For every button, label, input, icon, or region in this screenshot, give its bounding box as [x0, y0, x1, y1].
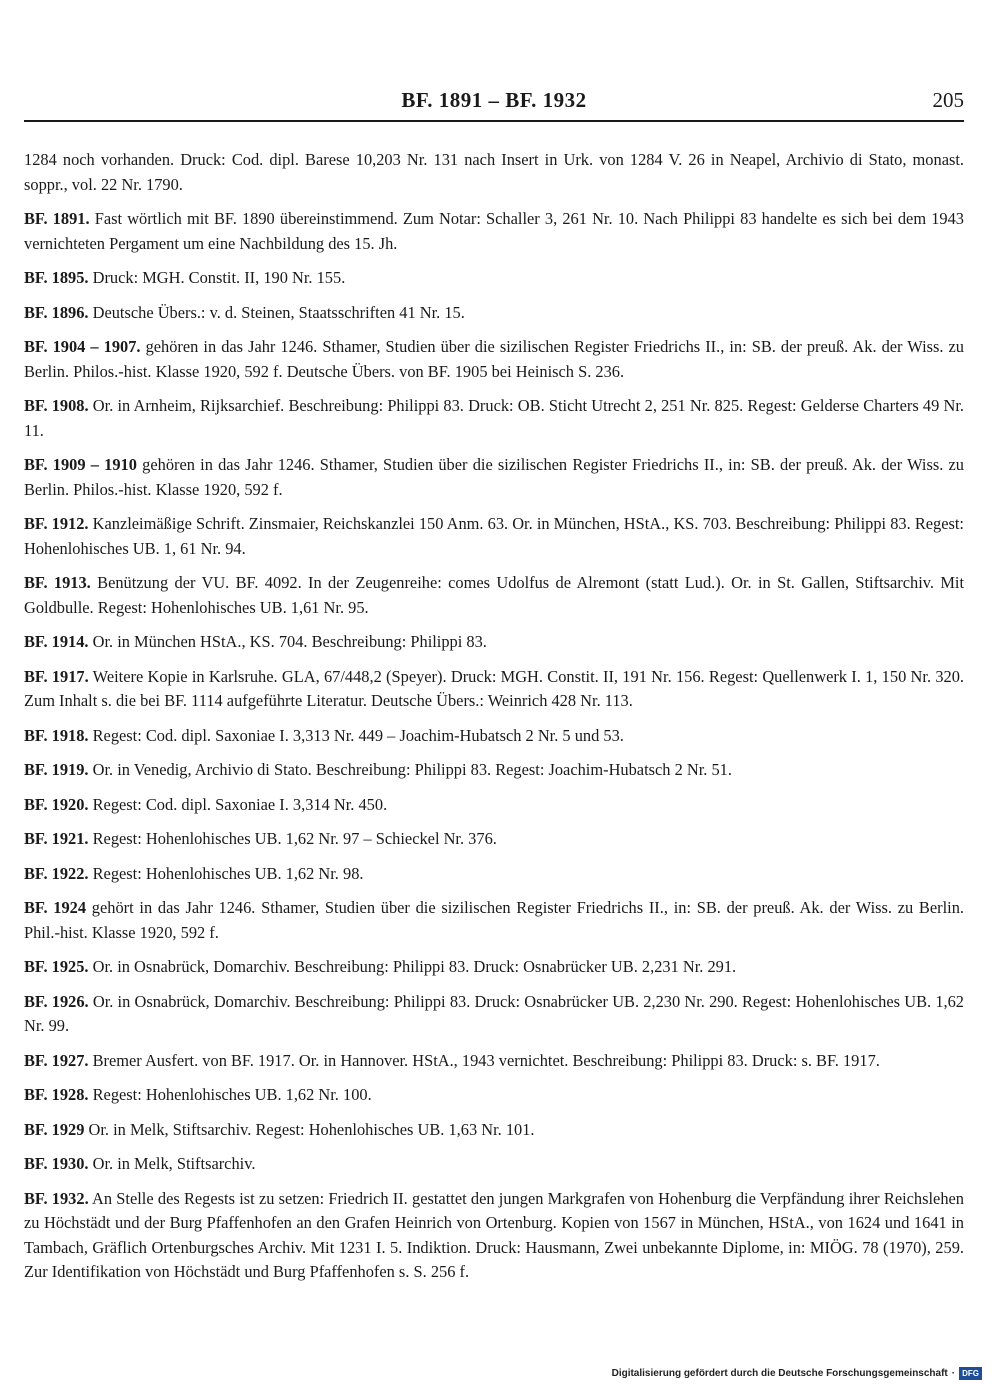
dfg-logo-icon: DFG [959, 1367, 982, 1380]
entry-reference: BF. 1929 [24, 1119, 85, 1139]
entry-paragraph [24, 266, 964, 291]
entry-text: Kanzleimäßige Schrift. Zinsmaier, Reichskanzlei 150 Anm. 63. Or. in München, HStA., KS. 703. Beschreibung: Philippi 83. Regest: Hohenlohisches UB. 1, 61 Nr. 94. [24, 514, 964, 558]
entry-text: Or. in Osnabrück, Domarchiv. Beschreibung: Philippi 83. Druck: Osnabrücker UB. 2,230 Nr. 290. Regest: Hohenlohisches UB. 1,62 Nr. 99. [24, 991, 965, 1035]
footer-separator: · [951, 1367, 956, 1379]
entry-reference: BF. 1928. [24, 1085, 89, 1104]
entry-reference: BF. 1904 – 1907. [24, 337, 141, 356]
entry-text: Or. in Venedig, Archivio di Stato. Beschreibung: Philippi 83. Regest: Joachim-Hubatsch 2 Nr. 51. [88, 760, 732, 779]
entry-paragraph [24, 862, 964, 887]
entry-paragraph [24, 827, 964, 852]
entry-paragraph [24, 665, 964, 714]
entry-reference: BF. 1926. [24, 991, 89, 1011]
entry-text: Or. in Melk, Stiftsarchiv. [88, 1154, 256, 1173]
entry-reference: BF. 1924 [24, 898, 87, 917]
entry-paragraph [24, 758, 964, 783]
entry-text: Druck: MGH. Constit. II, 190 Nr. 155. [88, 268, 346, 287]
entry-paragraph [24, 990, 964, 1039]
running-title: BF. 1891 – BF. 1932 [401, 88, 587, 112]
entry-paragraph [24, 1049, 964, 1074]
entry-text: Bremer Ausfert. von BF. 1917. Or. in Hannover. HStA., 1943 vernichtet. Beschreibung: Philippi 83. Druck: s. BF. 1917. [88, 1050, 880, 1070]
entry-paragraph [24, 630, 964, 655]
footer-text: Digitalisierung gefördert durch die Deutsche Forschungsgemeinschaft [611, 1367, 948, 1379]
entry-text: Regest: Hohenlohisches UB. 1,62 Nr. 97 – Schieckel Nr. 376. [88, 829, 497, 848]
entry-reference: BF. 1922. [24, 863, 89, 883]
entry-paragraph [24, 955, 964, 980]
entry-text: gehören in das Jahr 1246. Sthamer, Studien über die sizilischen Register Friedrichs II., in: SB. der preuß. Ak. der Wiss. zu Berlin. Philos.-hist. Klasse 1920, 592 f. Deutsche Übers. von BF. 1905 bei Heinisch S. 236. [24, 337, 964, 381]
entry-text: Regest: Cod. dipl. Saxoniae I. 3,313 Nr. 449 – Joachim-Hubatsch 2 Nr. 5 und 53. [88, 725, 624, 745]
entry-list [24, 148, 964, 1295]
entry-reference: BF. 1919. [24, 760, 89, 779]
entry-text: Benützung der VU. BF. 4092. In der Zeugenreihe: comes Udolfus de Alremont (statt Lud.). Or. in St. Gallen, Stiftsarchiv. Mit Goldbulle. Regest: Hohenlohisches UB. 1,61 Nr. 95. [24, 573, 965, 617]
entry-paragraph [24, 335, 964, 384]
entry-reference: BF. 1917. [24, 666, 89, 686]
entry-paragraph [24, 724, 964, 749]
footer [612, 1366, 982, 1380]
page-number: 205 [932, 88, 964, 112]
entry-reference: BF. 1896. [24, 302, 89, 322]
entry-text: gehört in das Jahr 1246. Sthamer, Studien über die sizilischen Register Friedrichs II., in: SB. der preuß. Ak. der Wiss. zu Berlin. Phil.-hist. Klasse 1920, 592 f. [24, 898, 964, 942]
entry-paragraph [24, 571, 964, 620]
entry-text: Or. in Arnheim, Rijksarchief. Beschreibung: Philippi 83. Druck: OB. Sticht Utrecht 2, 251 Nr. 825. Regest: Gelderse Charters 49 Nr. 11. [24, 396, 965, 440]
entry-reference: BF. 1908. [24, 396, 89, 415]
entry-reference: BF. 1913. [24, 573, 91, 592]
entry-text: Regest: Hohenlohisches UB. 1,62 Nr. 100. [88, 1085, 372, 1104]
entry-reference: BF. 1918. [24, 725, 89, 745]
entry-text: Weitere Kopie in Karlsruhe. GLA, 67/448,2 (Speyer). Druck: MGH. Constit. II, 191 Nr. 156. Regest: Quellenwerk I. 1, 150 Nr. 320. Zum Inhalt s. die bei BF. 1114 aufgeführte Literatur. Deutsche Übers.: Weinrich 428 Nr. 113. [24, 666, 964, 710]
entry-reference: BF. 1920. [24, 794, 89, 814]
entry-reference: BF. 1891. [24, 209, 90, 228]
entry-reference: BF. 1909 – 1910 [24, 455, 137, 474]
entry-paragraph [24, 1118, 964, 1143]
entry-text: Regest: Hohenlohisches UB. 1,62 Nr. 98. [88, 863, 364, 883]
entry-reference: BF. 1895. [24, 268, 89, 287]
entry-paragraph [24, 512, 964, 561]
header-rule [24, 120, 964, 122]
entry-text: Regest: Cod. dipl. Saxoniae I. 3,314 Nr. 450. [88, 794, 388, 814]
entry-paragraph [24, 148, 964, 197]
entry-paragraph [24, 793, 964, 818]
entry-text: Or. in Melk, Stiftsarchiv. Regest: Hohenlohisches UB. 1,63 Nr. 101. [84, 1119, 535, 1139]
entry-reference: BF. 1912. [24, 514, 89, 533]
entry-paragraph [24, 207, 964, 256]
entry-paragraph [24, 1187, 964, 1285]
entry-paragraph [24, 1083, 964, 1108]
entry-reference: BF. 1927. [24, 1050, 89, 1070]
entry-paragraph [24, 1152, 964, 1177]
entry-paragraph [24, 453, 964, 502]
entry-text: Deutsche Übers.: v. d. Steinen, Staatsschriften 41 Nr. 15. [88, 302, 465, 322]
entry-paragraph [24, 896, 964, 945]
entry-text: An Stelle des Regests ist zu setzen: Friedrich II. gestattet den jungen Markgrafen von Hohenburg die Verpfändung ihrer Reichslehen zu Höchstädt und der Burg Pfaffenhofen an den Grafen Heinrich von Ortenburg. Kopien von 1567 in München, HStA., von 1624 und 1641 in Tambach, Gräflich Ortenburgsches Archiv. Mit 1231 I. 5. Indiktion. Druck: Hausmann, Zwei unbekannte Diplome, in: MIÖG. 78 (1970), 259. Zur Identifikation von Höchstädt und Burg Pfaffenhofen s. S. 256 f. [24, 1188, 964, 1281]
entry-paragraph [24, 301, 964, 326]
entry-text: Fast wörtlich mit BF. 1890 übereinstimmend. Zum Notar: Schaller 3, 261 Nr. 10. Nach Philippi 83 handelte es sich bei dem 1943 vernichteten Pergament um eine Nachbildung des 15. Jh. [24, 209, 965, 253]
page-header [24, 88, 964, 118]
entry-text: Or. in München HStA., KS. 704. Beschreibung: Philippi 83. [88, 632, 487, 651]
entry-text: gehören in das Jahr 1246. Sthamer, Studien über die sizilischen Register Friedrichs II., in: SB. der preuß. Ak. der Wiss. zu Berlin. Philos.-hist. Klasse 1920, 592 f. [24, 455, 964, 499]
entry-reference: BF. 1930. [24, 1154, 89, 1173]
entry-reference: BF. 1925. [24, 957, 89, 976]
entry-text: 1284 noch vorhanden. Druck: Cod. dipl. Barese 10,203 Nr. 131 nach Insert in Urk. von 1284 V. 26 in Neapel, Archivio di Stato, monast. soppr., vol. 22 Nr. 1790. [24, 150, 964, 194]
entry-reference: BF. 1921. [24, 829, 89, 848]
entry-text: Or. in Osnabrück, Domarchiv. Beschreibung: Philippi 83. Druck: Osnabrücker UB. 2,231 Nr. 291. [88, 957, 737, 976]
entry-paragraph [24, 394, 964, 443]
entry-reference: BF. 1932. [24, 1188, 89, 1208]
entry-reference: BF. 1914. [24, 632, 89, 651]
